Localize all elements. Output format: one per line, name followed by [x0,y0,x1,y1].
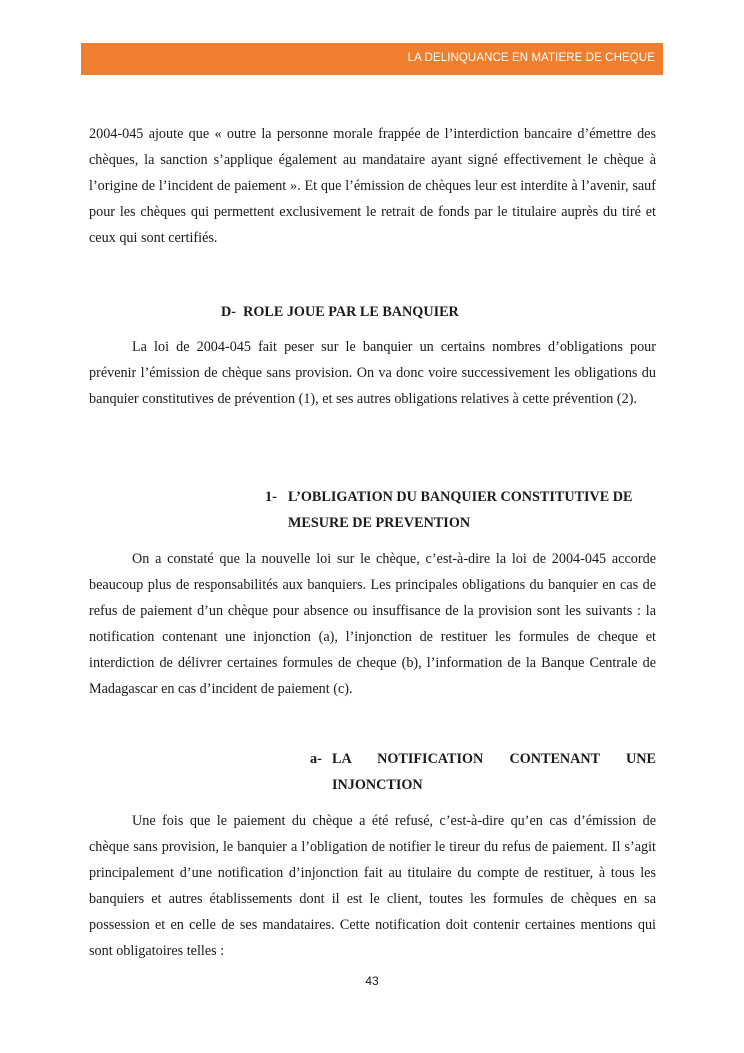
paragraph-text: 2004-045 ajoute que « outre la personne morale frappée de l’interdiction bancaire d’émettre des chèques, la sanction s’applique également au mandataire ayant signé effectivement le chèque à l’origine de l’incident de paiement ». Et que l’émission de chèques leur est interdite à l’avenir, sauf pour les chèques qui permettent exclusivement le retrait de fonds par le titulaire auprès du tiré et ceux qui sont certifiés. [89,126,656,246]
paragraph-notification [89,809,656,964]
paragraph-text: La loi de 2004-045 fait peser sur le banquier un certains nombres d’obligations pour prévenir l’émission de chèque sans provision. On va donc voire successivement les obligations du banquier constitutives de prévention (1), et ses autres obligations relatives à cette prévention (2). [89,339,656,407]
paragraph-obligations [89,547,656,702]
subsection-heading-number: 1- [265,489,277,505]
subsection-heading-1 [265,485,656,537]
section-heading-number: D- [221,304,236,320]
subsubsection-heading-a [310,747,656,799]
page-number: 43 [365,974,379,988]
section-heading-d [221,300,459,326]
subsubsection-heading-line2: INJONCTION [332,776,423,793]
subsubsection-heading-line1: LA NOTIFICATION CONTENANT UNE [332,751,656,767]
subsection-heading-line2: MESURE DE PREVENTION [288,514,471,531]
paragraph-text: On a constaté que la nouvelle loi sur le chèque, c’est-à-dire la loi de 2004-045 accorde beaucoup plus de responsabilités aux banquiers. Les principales obligations du banquier en cas de refus de paiement d’un chèque pour absence ou insuffisance de la provision sont les suivants : la notification contenant une injonction (a), l’injonction de restituer les formules de cheque et interdiction de délivrer certaines formules de cheque (b), l’information de la Banque Centrale de Madagascar en cas d’incident de paiement (c). [89,551,656,697]
paragraph-text: Une fois que le paiement du chèque a été refusé, c’est-à-dire qu’en cas d’émission de chèque sans provision, le banquier a l’obligation de notifier le tireur du refus de paiement. Il s’agit principalement d’une notification d’injonction fait au titulaire du compte de restituer, à tous les banquiers et autres établissements dont il est le client, toutes les formules de chèques en sa possession et en celle de ses mandataires. Cette notification doit contenir certaines mentions qui sont obligatoires telles : [89,813,656,959]
subsection-heading-line1: L’OBLIGATION DU BANQUIER CONSTITUTIVE DE [288,489,633,505]
paragraph-continuation [89,122,656,252]
paragraph-intro-role [89,335,656,413]
section-heading-text: ROLE JOUE PAR LE BANQUIER [243,304,459,320]
subsubsection-heading-number: a- [310,751,322,767]
running-header-bar [81,43,663,75]
running-header-title: LA DELINQUANCE EN MATIERE DE CHEQUE [407,52,655,64]
